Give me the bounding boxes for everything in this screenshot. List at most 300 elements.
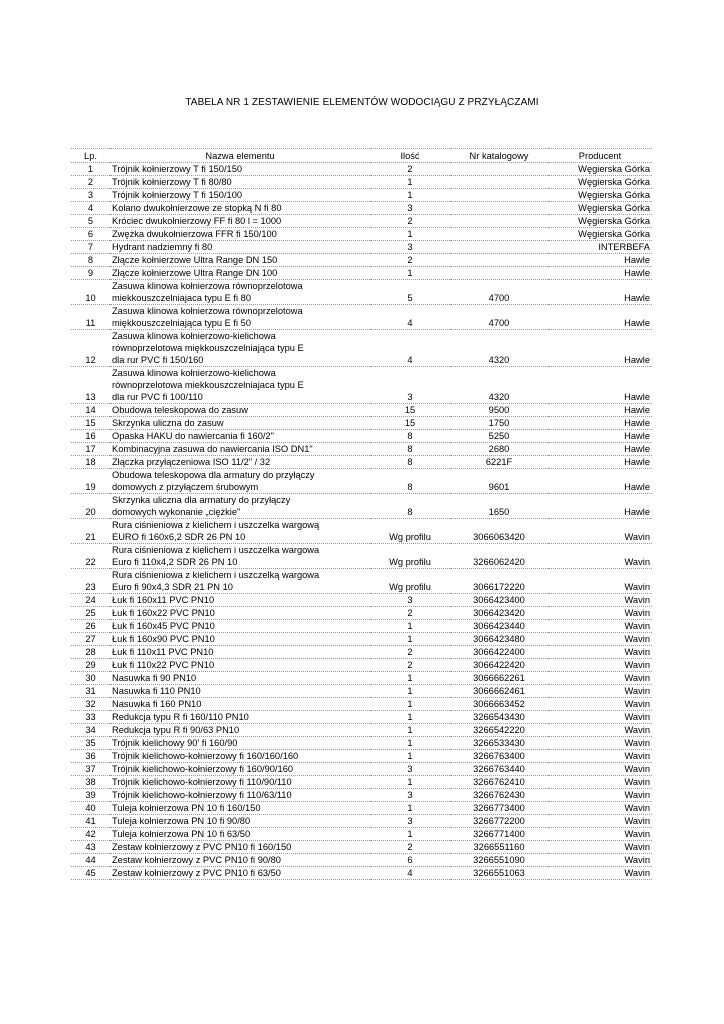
row-name-line: Złącze kołnierzowe Ultra Range DN 100	[112, 268, 278, 278]
row-producer: Hawle	[548, 469, 652, 494]
row-catalog-number: 3066423440	[450, 620, 548, 633]
row-producer: Hawle	[548, 280, 652, 305]
row-catalog-number	[450, 215, 548, 228]
row-name-line: Hydrant nadziemny fi 80	[112, 242, 213, 252]
row-qty: 1	[370, 620, 450, 633]
row-name-line: dla rur PVC fi 150/160	[112, 355, 204, 365]
row-name-line: Rura ciśnieniowa z kielichem i uszczelką wargowa	[112, 570, 320, 580]
row-lp: 14	[71, 404, 110, 417]
row-name-line: Tuleja kołnierzowa PN 10 fi 63/50	[112, 829, 251, 839]
row-name	[110, 659, 370, 672]
row-catalog-number: 2680	[450, 443, 548, 456]
row-catalog-number: 4700	[450, 305, 548, 330]
row-qty: Wg profilu	[370, 544, 450, 569]
row-lp: 39	[71, 789, 110, 802]
row-lp: 44	[71, 854, 110, 867]
row-name-line: Skrzynka uliczna do zasuw	[112, 418, 224, 428]
row-lp: 1	[71, 163, 110, 176]
row-lp: 22	[71, 544, 110, 569]
row-name-line: równoprzelotowa miękkouszczelniająca typu E	[112, 343, 304, 353]
row-lp: 16	[71, 430, 110, 443]
row-name-line: Obudowa teleskopowa do zasuw	[112, 405, 248, 415]
table-row	[71, 241, 652, 254]
row-catalog-number	[450, 176, 548, 189]
row-name	[110, 215, 370, 228]
row-name-line: Trójnik kielichowo-kołnierzowy fi 160/90/160	[112, 764, 294, 774]
row-producer: Wavin	[548, 841, 652, 854]
row-qty: 1	[370, 698, 450, 711]
row-qty: 1	[370, 711, 450, 724]
row-name-line: Opaska HAKU do nawiercania fi 160/2"	[112, 431, 274, 441]
row-lp: 45	[71, 867, 110, 880]
row-qty: 3	[370, 815, 450, 828]
row-producer: Hawle	[548, 330, 652, 367]
row-qty: 1	[370, 685, 450, 698]
row-catalog-number: 3266551090	[450, 854, 548, 867]
row-qty: 2	[370, 841, 450, 854]
table-row	[71, 228, 652, 241]
row-producer: Wavin	[548, 815, 652, 828]
table-row	[71, 750, 652, 763]
row-name	[110, 737, 370, 750]
row-name-line: Kolano dwukołnierzowe ze stopką N fi 80	[112, 203, 282, 213]
row-name	[110, 815, 370, 828]
row-producer: Wavin	[548, 776, 652, 789]
row-name-line: EURO fi 160x6,2 SDR 26 PN 10	[112, 532, 246, 542]
row-lp: 10	[71, 280, 110, 305]
row-catalog-number	[450, 163, 548, 176]
column-header-producer: Producent	[548, 149, 652, 163]
column-header-qty: Ilość	[370, 149, 450, 163]
row-name-line: Nasuwka fi 160 PN10	[112, 699, 202, 709]
row-lp: 11	[71, 305, 110, 330]
row-name	[110, 789, 370, 802]
row-qty: 3	[370, 789, 450, 802]
row-catalog-number: 4700	[450, 280, 548, 305]
row-catalog-number: 3266543430	[450, 711, 548, 724]
row-name	[110, 750, 370, 763]
row-lp: 29	[71, 659, 110, 672]
row-name	[110, 802, 370, 815]
row-catalog-number: 3266763400	[450, 750, 548, 763]
row-qty: 2	[370, 646, 450, 659]
row-name	[110, 456, 370, 469]
row-catalog-number: 9500	[450, 404, 548, 417]
row-catalog-number: 3266542220	[450, 724, 548, 737]
row-qty: 8	[370, 494, 450, 519]
row-catalog-number: 3066662461	[450, 685, 548, 698]
table-row	[71, 456, 652, 469]
row-producer: Wavin	[548, 854, 652, 867]
row-name	[110, 443, 370, 456]
row-lp: 4	[71, 202, 110, 215]
row-name	[110, 176, 370, 189]
row-name	[110, 519, 370, 544]
table-row	[71, 789, 652, 802]
row-name-line: Łuk fi 160x11 PVC PN10	[112, 595, 215, 605]
row-lp: 17	[71, 443, 110, 456]
table-row	[71, 280, 652, 305]
row-name-line: domowych z przyłączem śrubowym	[112, 482, 259, 492]
row-name	[110, 202, 370, 215]
row-name-line: Łuk fi 160x45 PVC PN10	[112, 621, 215, 631]
row-lp: 33	[71, 711, 110, 724]
row-producer: Wavin	[548, 633, 652, 646]
row-lp: 12	[71, 330, 110, 367]
row-lp: 41	[71, 815, 110, 828]
row-catalog-number: 3266551160	[450, 841, 548, 854]
row-catalog-number: 3066063420	[450, 519, 548, 544]
row-qty: 1	[370, 176, 450, 189]
row-lp: 8	[71, 254, 110, 267]
row-producer: Hawle	[548, 254, 652, 267]
row-name	[110, 330, 370, 367]
row-producer: Wavin	[548, 737, 652, 750]
row-lp: 32	[71, 698, 110, 711]
row-qty: 1	[370, 267, 450, 280]
row-name-line: Łuk fi 110x22 PVC PN10	[112, 660, 215, 670]
row-catalog-number: 3066662261	[450, 672, 548, 685]
row-name	[110, 189, 370, 202]
table-row	[71, 189, 652, 202]
row-producer: Hawle	[548, 305, 652, 330]
row-name	[110, 607, 370, 620]
row-name	[110, 469, 370, 494]
row-name-line: Złączka przyłączeniowa ISO 11/2" / 32	[112, 457, 271, 467]
row-producer: Wavin	[548, 763, 652, 776]
document-title: TABELA NR 1 ZESTAWIENIE ELEMENTÓW WODOCIĄGU Z PRZYŁĄCZAMI	[185, 97, 539, 108]
table-row	[71, 828, 652, 841]
row-lp: 9	[71, 267, 110, 280]
row-catalog-number: 3266533430	[450, 737, 548, 750]
row-producer: Węgierska Górka	[548, 202, 652, 215]
row-qty: 2	[370, 607, 450, 620]
row-lp: 43	[71, 841, 110, 854]
row-name-line: miekkouszczelniajaca typu E fi 80	[112, 293, 252, 303]
row-qty: 3	[370, 367, 450, 404]
row-name-line: Obudowa teleskopowa dla armatury do przyłączy	[112, 470, 315, 480]
row-name-line: Rura ciśnieniowa z kielichem i uszczelka wargową	[112, 520, 320, 530]
row-name-line: Trójnik kielichowo-kołnierzowy fi 160/160/160	[112, 751, 299, 761]
row-name-line: Trójnik kielichowo-kołnierzowy fi 110/90/110	[112, 777, 292, 787]
row-lp: 38	[71, 776, 110, 789]
row-lp: 31	[71, 685, 110, 698]
table-row	[71, 202, 652, 215]
column-header-name: Nazwa elementu	[110, 149, 370, 163]
row-name-line: miękkouszczelniająca typu E fi 50	[112, 318, 252, 328]
row-producer: Wavin	[548, 698, 652, 711]
row-lp: 24	[71, 594, 110, 607]
row-producer: Hawle	[548, 456, 652, 469]
row-catalog-number: 1650	[450, 494, 548, 519]
row-lp: 28	[71, 646, 110, 659]
row-qty: 8	[370, 469, 450, 494]
row-name-line: Zasuwa klinowa kołnierzowo-kielichowa	[112, 331, 276, 341]
table-row	[71, 215, 652, 228]
row-qty: 2	[370, 254, 450, 267]
row-name-line: Tuleja kołnierzowa PN 10 fi 160/150	[112, 803, 261, 813]
row-name	[110, 672, 370, 685]
row-name	[110, 620, 370, 633]
row-lp: 3	[71, 189, 110, 202]
row-catalog-number: 3266762410	[450, 776, 548, 789]
row-catalog-number: 3266062420	[450, 544, 548, 569]
row-producer: Hawle	[548, 417, 652, 430]
table-row	[71, 763, 652, 776]
row-catalog-number: 3066423420	[450, 607, 548, 620]
row-name	[110, 763, 370, 776]
table-row	[71, 367, 652, 404]
row-producer: Wavin	[548, 659, 652, 672]
table-row	[71, 494, 652, 519]
row-producer: Węgierska Górka	[548, 176, 652, 189]
row-catalog-number: 9601	[450, 469, 548, 494]
row-producer: Wavin	[548, 646, 652, 659]
row-producer: Wavin	[548, 724, 652, 737]
row-qty: 5	[370, 280, 450, 305]
row-qty: 8	[370, 443, 450, 456]
row-qty: 2	[370, 215, 450, 228]
row-catalog-number: 3066423480	[450, 633, 548, 646]
row-catalog-number: 3266762430	[450, 789, 548, 802]
row-name	[110, 494, 370, 519]
row-qty: 8	[370, 430, 450, 443]
elements-table	[71, 148, 652, 880]
row-producer: Wavin	[548, 620, 652, 633]
row-name-line: Króciec dwukołnierzowy FF fi 80 l = 1000	[112, 216, 282, 226]
row-producer: Wavin	[548, 802, 652, 815]
row-name-line: domowych wykonanie „ciężkie"	[112, 507, 241, 517]
row-name	[110, 267, 370, 280]
row-lp: 20	[71, 494, 110, 519]
row-name	[110, 569, 370, 594]
row-catalog-number: 3266772200	[450, 815, 548, 828]
row-producer: Wavin	[548, 685, 652, 698]
row-name-line: Trójnik kołnierzowy T fi 80/80	[112, 177, 232, 187]
table-header-row	[71, 149, 652, 163]
row-lp: 7	[71, 241, 110, 254]
row-producer: Hawle	[548, 367, 652, 404]
row-qty: 3	[370, 594, 450, 607]
row-lp: 35	[71, 737, 110, 750]
row-name-line: Trójnik kołnierzowy T fi 150/150	[112, 164, 243, 174]
row-name-line: Złącze kołnierzowe Ultra Range DN 150	[112, 255, 278, 265]
row-name-line: Łuk fi 160x22 PVC PN10	[112, 608, 215, 618]
table-row	[71, 633, 652, 646]
table-row	[71, 430, 652, 443]
row-name-line: Zasuwa klinowa kołnierzowa równoprzelotowa	[112, 306, 303, 316]
row-name-line: Zestaw kołnierzowy z PVC PN10 fi 63/50	[112, 868, 281, 878]
row-name-line: Nasuwka fi 90 PN10	[112, 673, 197, 683]
row-producer: Wavin	[548, 519, 652, 544]
row-name	[110, 254, 370, 267]
row-catalog-number: 3066422420	[450, 659, 548, 672]
row-name	[110, 776, 370, 789]
table-row	[71, 620, 652, 633]
row-producer: Wavin	[548, 828, 652, 841]
row-name-line: Kombinacyjna zasuwa do nawiercania ISO DN1"	[112, 444, 313, 454]
row-lp: 37	[71, 763, 110, 776]
row-producer: INTERBEFA	[548, 241, 652, 254]
table-row	[71, 569, 652, 594]
row-catalog-number	[450, 267, 548, 280]
table-row	[71, 607, 652, 620]
row-name-line: równoprzelotowa miekkouszczelniajaca typu E	[112, 380, 304, 390]
row-producer: Hawle	[548, 404, 652, 417]
row-lp: 13	[71, 367, 110, 404]
row-name	[110, 280, 370, 305]
row-name	[110, 633, 370, 646]
table-row	[71, 776, 652, 789]
table-row	[71, 841, 652, 854]
table-row	[71, 254, 652, 267]
row-name	[110, 594, 370, 607]
row-name-line: Łuk fi 110x11 PVC PN10	[112, 647, 214, 657]
row-qty: 3	[370, 202, 450, 215]
row-name	[110, 828, 370, 841]
row-qty: 2	[370, 163, 450, 176]
row-name-line: Euro fi 110x4,2 SDR 26 PN 10	[112, 557, 238, 567]
row-lp: 6	[71, 228, 110, 241]
table-row	[71, 443, 652, 456]
row-catalog-number	[450, 189, 548, 202]
row-name-line: Zasuwa klinowa kołnierzowa równoprzelotowa	[112, 281, 303, 291]
row-name-line: Trójnik kielichowo-kołnierzowy fi 110/63/110	[112, 790, 292, 800]
row-catalog-number: 5250	[450, 430, 548, 443]
row-qty: 4	[370, 867, 450, 880]
row-catalog-number	[450, 202, 548, 215]
table-row	[71, 724, 652, 737]
row-qty: 1	[370, 802, 450, 815]
row-catalog-number: 3266773400	[450, 802, 548, 815]
row-lp: 18	[71, 456, 110, 469]
table-body	[71, 163, 652, 880]
row-lp: 27	[71, 633, 110, 646]
row-producer: Wavin	[548, 711, 652, 724]
row-catalog-number	[450, 228, 548, 241]
row-producer: Węgierska Górka	[548, 228, 652, 241]
row-qty: 8	[370, 456, 450, 469]
row-qty: 1	[370, 737, 450, 750]
table-row	[71, 305, 652, 330]
row-name	[110, 854, 370, 867]
row-lp: 30	[71, 672, 110, 685]
row-producer: Węgierska Górka	[548, 215, 652, 228]
row-name	[110, 430, 370, 443]
row-producer: Wavin	[548, 594, 652, 607]
row-lp: 21	[71, 519, 110, 544]
row-name-line: Łuk fi 160x90 PVC PN10	[112, 634, 215, 644]
row-producer: Węgierska Górka	[548, 163, 652, 176]
row-name-line: Redukcja typu R fi 90/63 PN10	[112, 725, 240, 735]
row-catalog-number: 6221F	[450, 456, 548, 469]
row-catalog-number: 3066422400	[450, 646, 548, 659]
table-row	[71, 685, 652, 698]
row-lp: 36	[71, 750, 110, 763]
row-name-line: Tuleja kołnierzowa PN 10 fi 90/80	[112, 816, 251, 826]
row-producer: Wavin	[548, 750, 652, 763]
row-producer: Hawle	[548, 267, 652, 280]
row-name	[110, 228, 370, 241]
table-row	[71, 698, 652, 711]
row-name	[110, 698, 370, 711]
row-qty: 1	[370, 672, 450, 685]
table-row	[71, 404, 652, 417]
row-qty: 2	[370, 659, 450, 672]
row-qty: 1	[370, 189, 450, 202]
table-row	[71, 594, 652, 607]
row-lp: 2	[71, 176, 110, 189]
row-producer: Wavin	[548, 672, 652, 685]
row-qty: 15	[370, 404, 450, 417]
row-lp: 40	[71, 802, 110, 815]
row-name	[110, 241, 370, 254]
row-lp: 26	[71, 620, 110, 633]
row-qty: 1	[370, 633, 450, 646]
table-row	[71, 854, 652, 867]
table-row	[71, 737, 652, 750]
table-row	[71, 417, 652, 430]
row-name-line: Zasuwa klinowa kołnierzowo-kielichowa	[112, 368, 276, 378]
row-qty: 1	[370, 750, 450, 763]
table-row	[71, 469, 652, 494]
row-lp: 23	[71, 569, 110, 594]
row-qty: 4	[370, 330, 450, 367]
row-lp: 34	[71, 724, 110, 737]
row-qty: 1	[370, 776, 450, 789]
row-catalog-number: 4320	[450, 330, 548, 367]
row-lp: 42	[71, 828, 110, 841]
row-name-line: Nasuwka fi 110 PN10	[112, 686, 201, 696]
row-catalog-number: 3266763440	[450, 763, 548, 776]
row-qty: 3	[370, 763, 450, 776]
row-name	[110, 544, 370, 569]
row-producer: Węgierska Górka	[548, 189, 652, 202]
row-name	[110, 305, 370, 330]
table-row	[71, 163, 652, 176]
row-name-line: Zestaw kołnierzowy z PVC PN10 fi 90/80	[112, 855, 281, 865]
table-row	[71, 176, 652, 189]
row-catalog-number: 3066172220	[450, 569, 548, 594]
row-catalog-number	[450, 254, 548, 267]
table-row	[71, 815, 652, 828]
column-header-catalog: Nr katalogowy	[450, 149, 548, 163]
row-name-line: Skrzynka uliczna dla armatury do przyłączy	[112, 495, 291, 505]
row-name	[110, 841, 370, 854]
row-name	[110, 867, 370, 880]
row-qty: Wg profilu	[370, 519, 450, 544]
row-qty: 3	[370, 241, 450, 254]
table-row	[71, 267, 652, 280]
row-name	[110, 163, 370, 176]
row-lp: 15	[71, 417, 110, 430]
row-producer: Hawle	[548, 494, 652, 519]
row-name	[110, 685, 370, 698]
row-name	[110, 367, 370, 404]
row-name	[110, 646, 370, 659]
row-lp: 25	[71, 607, 110, 620]
row-name-line: Rura ciśnieniowa z kielichem i uszczelka wargowa	[112, 545, 320, 555]
row-qty: Wg profilu	[370, 569, 450, 594]
row-name	[110, 417, 370, 430]
row-catalog-number: 4320	[450, 367, 548, 404]
row-producer: Wavin	[548, 544, 652, 569]
row-name-line: Euro fi 90x4,3 SDR 21 PN 10	[112, 582, 233, 592]
row-producer: Wavin	[548, 607, 652, 620]
row-name-line: Trójnik kielichowy 90' fi 160/90	[112, 738, 238, 748]
row-catalog-number: 3266771400	[450, 828, 548, 841]
row-catalog-number: 3266551063	[450, 867, 548, 880]
